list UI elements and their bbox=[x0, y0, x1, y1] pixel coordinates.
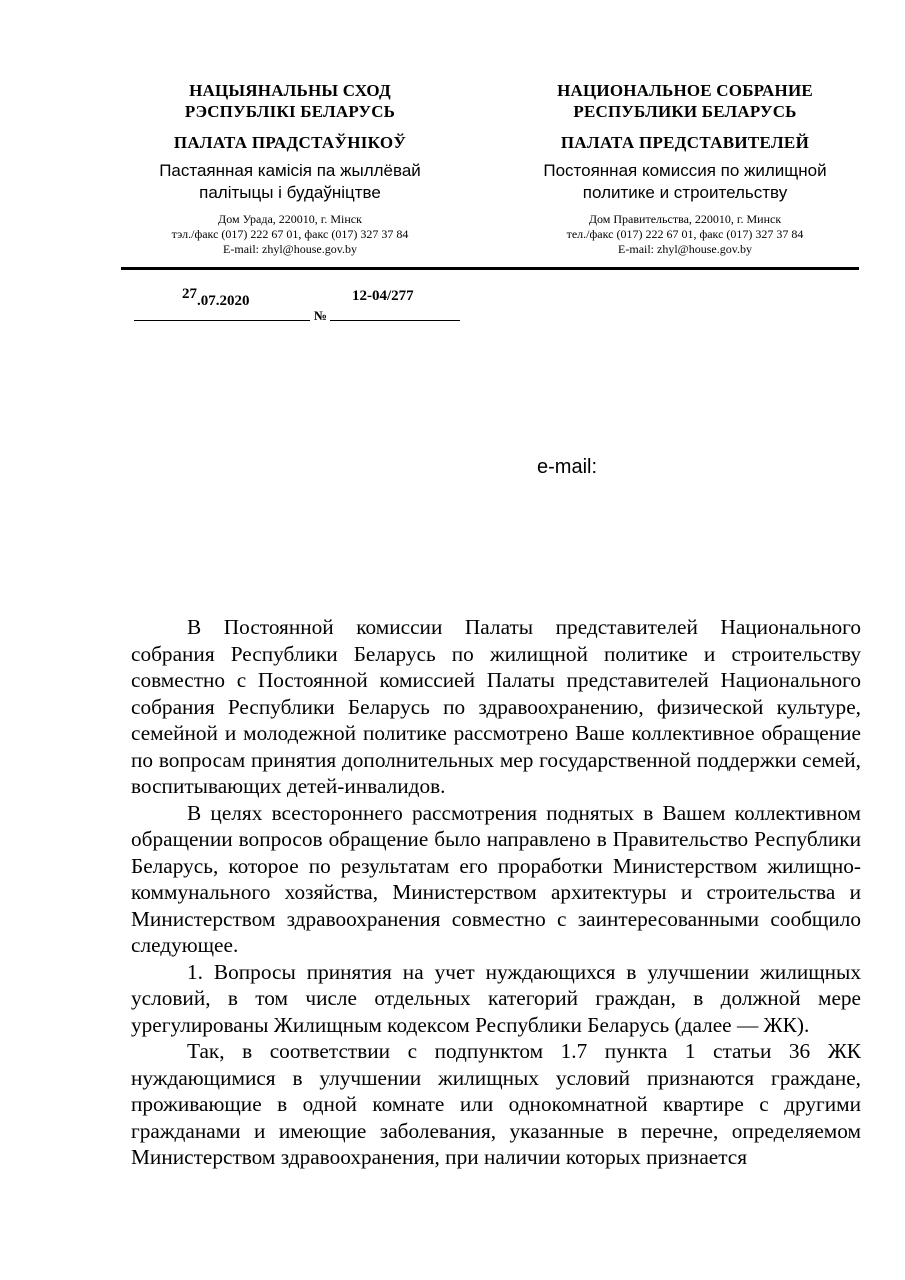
letter-body bbox=[131, 614, 861, 1171]
org-name-ru: НАЦИОНАЛЬНОЕ СОБРАНИЕ РЕСПУБЛИКИ БЕЛАРУСЬ bbox=[557, 81, 813, 121]
contact-block-ru bbox=[510, 212, 860, 257]
address-by: Дом Урада, 220010, г. Мінск bbox=[218, 212, 362, 226]
body-paragraph: В Постоянной комиссии Палаты представителей Национального собрания Республики Беларусь по жилищной политике и строительству совместно с Постоянной комиссией Палаты представителей Национального собрания Республики Беларусь по здравоохранению, физической культуре, семейной и молодежной политике рассмотрено Ваше коллективное обращение по вопросам принятия дополнительных мер государственной поддержки семей, воспитывающих детей-инвалидов. bbox=[131, 615, 861, 798]
chamber-name-by: ПАЛАТА ПРАДСТАЎНІКОЎ bbox=[173, 133, 407, 152]
letterhead-russian bbox=[510, 80, 860, 257]
recipient-email-label: e-mail: bbox=[537, 456, 598, 478]
date-day: 27 bbox=[182, 286, 197, 302]
body-paragraph: В целях всестороннего рассмотрения поднятых в Вашем коллективном обращении вопросов обращение было направлено в Правительство Республики Беларусь, которое по результатам его проработки Министерством жилищно-коммунального хозяйства, Министерством архитектуры и строительства и Министерством здравоохранения совместно с заинтересованными сообщило следующее. bbox=[131, 800, 861, 957]
chamber-name-ru: ПАЛАТА ПРЕДСТАВИТЕЛЕЙ bbox=[560, 133, 810, 152]
phone-ru: тел./факс (017) 222 67 01, факс (017) 327 37 84 bbox=[566, 227, 804, 241]
contact-block-by bbox=[115, 212, 465, 257]
letterhead-belarusian bbox=[115, 80, 465, 257]
address-ru: Дом Правительства, 220010, г. Минск bbox=[588, 212, 782, 226]
letterhead-divider bbox=[121, 267, 859, 270]
commission-name-by: Пастаянная камісія па жыллёвай палітыцы і будаўніцтве bbox=[159, 161, 421, 202]
org-name-by: НАЦЫЯНАЛЬНЫ СХОД РЭСПУБЛІКІ БЕЛАРУСЬ bbox=[184, 81, 396, 121]
letter-number: 12-04/277 bbox=[352, 288, 414, 304]
phone-by: тэл./факс (017) 222 67 01, факс (017) 327 37 84 bbox=[171, 227, 409, 241]
date-underline bbox=[134, 320, 310, 321]
letter-date bbox=[182, 286, 250, 310]
number-underline bbox=[330, 320, 460, 321]
commission-name-ru: Постоянная комиссия по жилищной политике и строительству bbox=[543, 161, 827, 202]
reference-block bbox=[134, 286, 464, 326]
email-by: E-mail: zhyl@house.gov.by bbox=[223, 242, 357, 256]
email-ru: E-mail: zhyl@house.gov.by bbox=[618, 242, 752, 256]
body-paragraph: Так, в соответствии с подпунктом 1.7 пункта 1 статьи 36 ЖК нуждающимися в улучшении жилищных условий признаются граждане, проживающие в одной комнате или однокомнатной квартире с другими гражданами и имеющие заболевания, указанные в перечне, определяемом Министерством здравоохранения, при наличии которых признается bbox=[131, 1039, 861, 1169]
body-paragraph: 1. Вопросы принятия на учет нуждающихся в улучшении жилищных условий, в том числе отдельных категорий граждан, в должной мере урегулированы Жилищным кодексом Республики Беларусь (далее — ЖК). bbox=[131, 959, 861, 1037]
date-month-year: .07.2020 bbox=[197, 293, 250, 309]
number-sign: № bbox=[314, 308, 328, 323]
